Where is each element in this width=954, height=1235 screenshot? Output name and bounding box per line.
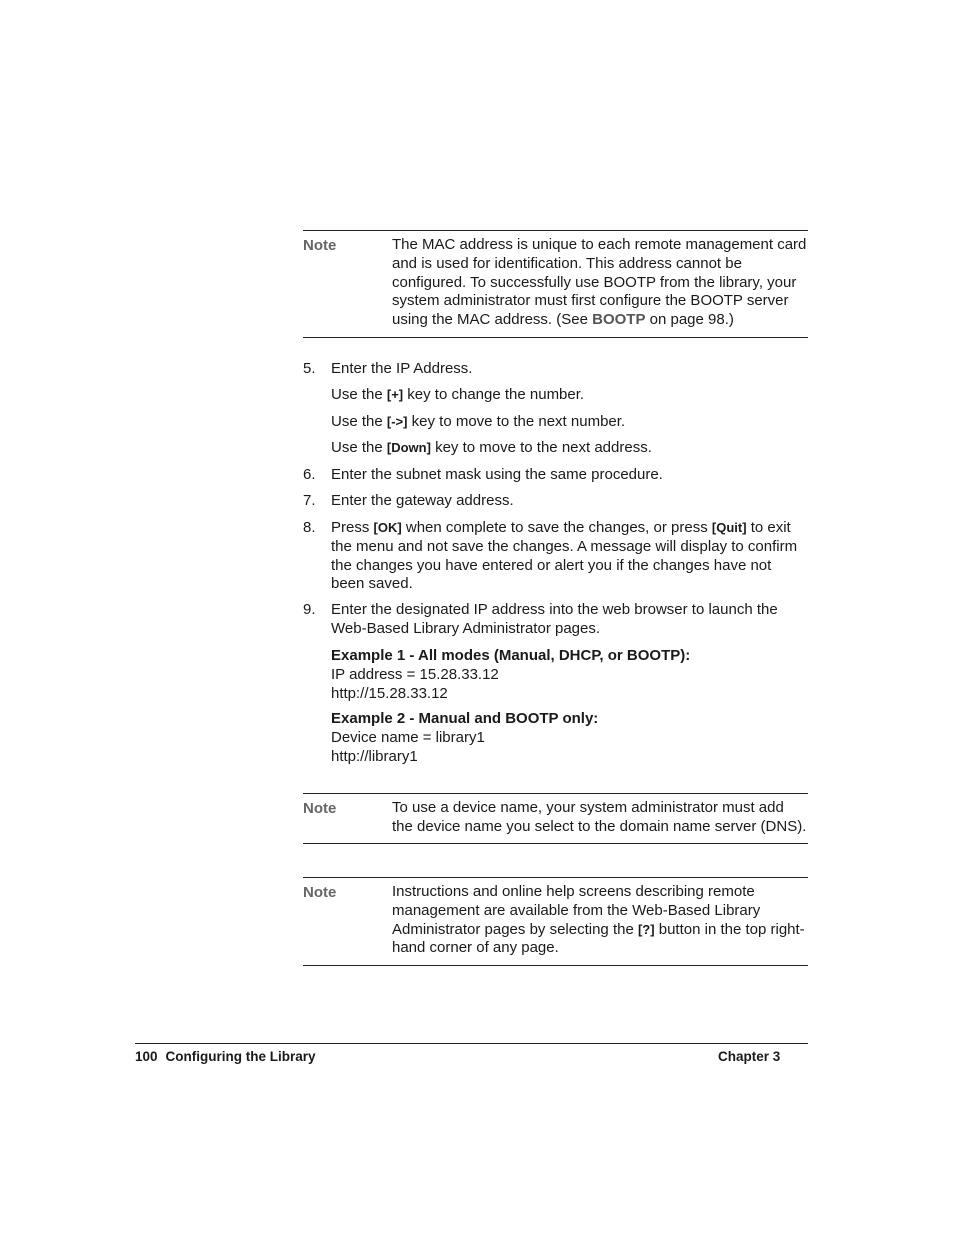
step-6 — [303, 466, 808, 485]
step-text: Press [OK] when complete to save the changes, or press [Quit] to exit the menu and not save the changes. A message will display to confirm the changes you have entered or alert you if the changes have not been saved. — [331, 519, 798, 593]
example-url: http://15.28.33.12 — [331, 684, 448, 702]
step-text: Enter the designated IP address into the web browser to launch the Web-Based Library Administrator pages. — [331, 601, 778, 637]
example-ip-address: IP address = 15.28.33.12 — [331, 665, 499, 683]
step-number: 6. — [303, 466, 316, 483]
key-down: [Down] — [386, 440, 431, 455]
example-heading: Example 2 - Manual and BOOTP only: — [331, 710, 599, 727]
section-title: Configuring the Library — [165, 1049, 316, 1064]
note-text: Instructions and online help screens describing remote management are available from the Web-Based Library Administrator pages by selecting the [?] button in the top right-hand corner of any page. — [392, 883, 805, 957]
key-arrow: [->] — [386, 414, 408, 429]
note-label: Note — [303, 237, 337, 254]
step-5-plus-key: Use the [+] key to change the number. — [331, 386, 585, 403]
note-online-help — [303, 877, 808, 966]
example-device-name: Device name = library1 — [331, 728, 485, 746]
step-5-arrow-key: Use the [->] key to move to the next number. — [331, 413, 626, 430]
note-label: Note — [303, 800, 337, 817]
step-8 — [303, 519, 808, 594]
key-ok: [OK] — [373, 520, 402, 535]
footer-rule — [135, 1043, 808, 1044]
footer-left — [135, 1049, 316, 1064]
key-quit: [Quit] — [711, 520, 747, 535]
note-mac-address — [303, 230, 808, 338]
example-1 — [331, 647, 808, 703]
step-number: 7. — [303, 492, 316, 509]
note-text: The MAC address is unique to each remote management card and is used for identification. This address cannot be configured. To successfully use BOOTP from the library, your system administrator must first configure the BOOTP server using the MAC address. (See BOOTP on page 98.) — [392, 236, 807, 329]
note-text: To use a device name, your system administrator must add the device name you select to the domain name server (DNS). — [392, 799, 807, 835]
step-5-down-key: Use the [Down] key to move to the next address. — [331, 439, 652, 456]
step-text: Enter the subnet mask using the same procedure. — [331, 466, 663, 483]
step-text: Enter the IP Address. — [331, 360, 473, 377]
bootp-link[interactable]: BOOTP — [592, 311, 646, 329]
step-5 — [303, 360, 808, 379]
step-7 — [303, 492, 808, 511]
example-heading: Example 1 - All modes (Manual, DHCP, or BOOTP): — [331, 647, 691, 664]
step-number: 9. — [303, 601, 316, 618]
step-number: 5. — [303, 360, 316, 377]
example-2 — [331, 710, 808, 766]
key-help: [?] — [637, 921, 655, 937]
key-plus: [+] — [386, 387, 404, 402]
step-text: Enter the gateway address. — [331, 492, 514, 509]
step-number: 8. — [303, 519, 316, 536]
example-url: http://library1 — [331, 747, 418, 765]
note-label: Note — [303, 884, 337, 901]
note-device-name — [303, 793, 808, 844]
page-number: 100 — [135, 1049, 158, 1064]
chapter-label: Chapter 3 — [718, 1049, 781, 1064]
step-9 — [303, 601, 808, 639]
